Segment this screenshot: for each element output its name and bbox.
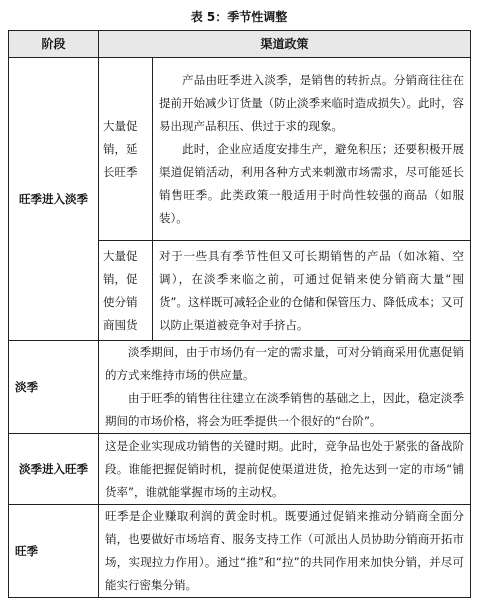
policy-paragraph: 产品由旺季进入淡季，是销售的转折点。分销商往往在提前开始减少订货量（防止淡季来临时造成损失）。此时，容易出现产品积压、供过于求的现象。 (159, 72, 464, 133)
table-row (9, 341, 471, 434)
stage-cell: 旺季进入淡季 (9, 58, 99, 341)
policy-text-cell (99, 341, 471, 434)
table-header-row (9, 31, 471, 58)
stage-cell: 旺季 (9, 505, 99, 598)
sub-label-cell: 大量促销，促使分销商囤货 (99, 241, 153, 341)
seasonal-adjustment-table (8, 30, 471, 598)
table-row (9, 58, 471, 241)
policy-paragraph: 旺季是企业赚取利润的黄金时机。既要通过促销来推动分销商全面分销，也要做好市场培育、服务支持工作（可派出人员协助分销商开拓市场，实现拉力作用）。通过“推”和“拉”的共同作用来加快分销，并尽可能实行密集分销。 (105, 509, 464, 592)
policy-paragraph: 这是企业实现成功销售的关键时期。此时，竞争品也处于紧张的备战阶段。谁能把握促销时机，提前促使渠道进货，抢先达到一定的市场“铺货率”，谁就能掌握市场的主动权。 (105, 438, 464, 499)
sub-label-cell: 大量促销，延长旺季 (99, 58, 153, 241)
table-title: 表 5：季节性调整 (190, 10, 288, 24)
stage-cell: 淡季进入旺季 (9, 434, 99, 505)
policy-text-cell (99, 505, 471, 598)
policy-paragraph: 淡季期间，由于市场仍有一定的需求量，可对分销商采用优惠促销的方式来维持市场的供应量。 (105, 345, 464, 382)
policy-paragraph: 对于一些具有季节性但又可长期销售的产品（如冰箱、空调），在淡季来临之前，可通过促销来使分销商大量“囤货”。这样既可减轻企业的仓储和保管压力、降低成本；又可以防止渠道被竞争对手挤占。 (159, 248, 464, 332)
header-stage: 阶段 (9, 31, 99, 58)
policy-text-cell (153, 241, 471, 341)
table-row (9, 505, 471, 598)
policy-paragraph: 由于旺季的销售往往建立在淡季销售的基础之上，因此，稳定淡季期间的市场价格，将会为旺季提供一个很好的“台阶”。 (105, 391, 464, 428)
policy-text-cell (99, 434, 471, 505)
stage-cell: 淡季 (9, 341, 99, 434)
table-row (9, 434, 471, 505)
policy-text-cell (153, 58, 471, 241)
policy-paragraph: 此时，企业应适度安排生产，避免积压；还要积极开展渠道促销活动，利用各种方式来刺激市场需求，尽可能延长销售旺季。此类政策一般适用于时尚性较强的商品（如服装）。 (159, 141, 464, 225)
header-policy: 渠道政策 (99, 31, 471, 58)
